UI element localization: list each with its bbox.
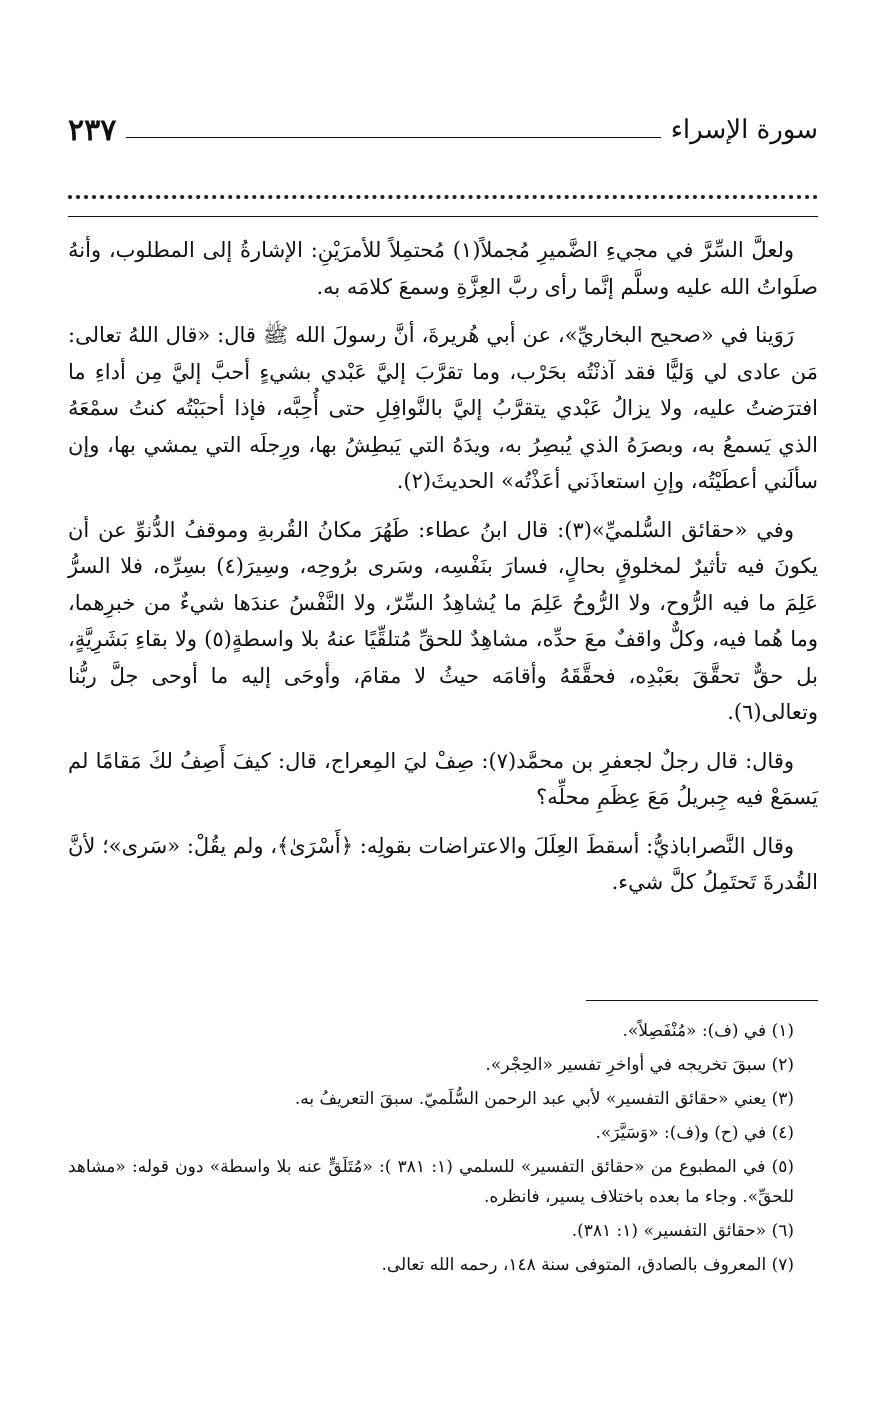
header-rule: [126, 137, 660, 138]
paragraph: ولعلَّ السِّرَّ في مجيءِ الضَّميرِ مُجملاً(١) مُحتمِلاً للأمرَيْنِ: الإشارةُ إلى المطلوب، وأنهُ صلَواتُ الله عليه وسلَّم إنَّما رأى ربَّ العِزَّةِ وسمعَ كلامَه به.: [68, 238, 818, 299]
footnote: (٣) يعني «حقائق التفسير» لأبي عبد الرحمن السُّلَميّ. سبقَ التعريفُ به.: [294, 1089, 794, 1109]
footnote-separator: [586, 1000, 818, 1001]
footnote: (٤) في (ح) و(ف): «وَسَيَّرَ».: [595, 1123, 794, 1143]
surah-title: سورة الإسراء: [670, 115, 818, 145]
paragraph: وقال: قال رجلٌ لجعفرِ بن محمَّد(٧): صِفْ ليَ المِعراج، قال: كيفَ أَصِفُ لكَ مَقامًا لم يَسمَعْ فيه جِبريلُ مَعَ عِظَمِ محلِّه؟: [68, 748, 818, 809]
footnote: (٦) «حقائق التفسير» (١: ٣٨١).: [571, 1221, 794, 1241]
footnote: (٥) في المطبوع من «حقائق التفسير» للسلمي (١: ٣٨١ ): «مُتَلَقٍّ عنه بلا واسطة» دون قوله: «مشاهد للحقِّ». وجاء ما بعده باختلاف يسير، فانظره.: [68, 1157, 794, 1207]
footnote: (٧) المعروف بالصادق، المتوفى سنة ١٤٨، رحمه الله تعالى.: [381, 1255, 794, 1275]
dotted-separator: [68, 195, 818, 199]
footnote: (٢) سبقَ تخريجه في أواخرِ تفسير «الحِجْر».: [485, 1055, 794, 1075]
footnotes: [68, 1016, 818, 1284]
paragraph: رَوَينا في «صحيح البخاريِّ»، عن أبي هُريرةَ، أنَّ رسولَ الله ﷺ قال: «قال اللهُ تعالى: مَن عادى لي وَليًّا فقد آذنْتُه بحَرْب، وما تقرَّبَ إليَّ عَبْدي بشيءٍ أحبَّ إليَّ مِن أداءِ ما افترَضتُ عليه، ولا يزالُ عَبْدي يتقرَّبُ إليَّ بالنَّوافِلِ حتى أُحِبَّه، فإذا أحبَبْتُه كنتُ سمْعَهُ الذي يَسمعُ به، وبصرَهُ الذي يُبصِرُ به، ويدَهُ التي يَبطِشُ بها، ورِجلَه التي يمشي بها، وإن سألَني أعطَيْتُه، وإنِ استعاذَني أعَذْتُه» الحديثَ(٢).: [68, 323, 818, 493]
book-page: [68, 0, 818, 1422]
page-number: ٢٣٧: [68, 112, 117, 148]
running-header: [68, 108, 818, 152]
main-text: [68, 232, 818, 913]
paragraph: وفي «حقائق السُّلميِّ»(٣): قال ابنُ عطاء: طَهُرَ مكانُ القُربةِ وموقفُ الدُّنوِّ عن أن يكونَ فيه تأثيرٌ لمخلوقٍ بحالٍ، فسارَ بنَفْسِه، وسَرى برُوحِه، وسِيرَ(٤) بسِرِّه، فلا السرُّ عَلِمَ ما فيه الرُّوح، ولا الرُّوحُ عَلِمَ ما يُشاهِدُ السِّرّ، ولا النَّفْسُ عندَها شيءٌ من خبرِهما، وما هُما فيه، وكلٌّ واقفٌ معَ حدِّه، مشاهِدٌ للحقِّ مُتلقِّيًا عنهُ بلا واسطةٍ(٥) ولا بقاءِ بَشَرِيَّةٍ، بل حقٌّ تحقَّقَ بعَبْدِه، فحقَّقَهُ وأقامَه حيثُ لا مقامَ، وأوحَى إليه ما أوحى جلَّ ربُّنا وتعالى(٦).: [68, 517, 819, 724]
paragraph: وقال النَّصراباذيُّ: أسقطَ العِلَلَ والاعتراضات بقولِه: ﴿أَسْرَىٰ﴾، ولم يقُلْ: «سَرى»؛ لأنَّ القُدرةَ تَحتَمِلُ كلَّ شيء.: [68, 833, 818, 894]
footnote: (١) في (ف): «مُنْفَصِلاً».: [622, 1021, 794, 1041]
solid-separator: [68, 216, 818, 217]
